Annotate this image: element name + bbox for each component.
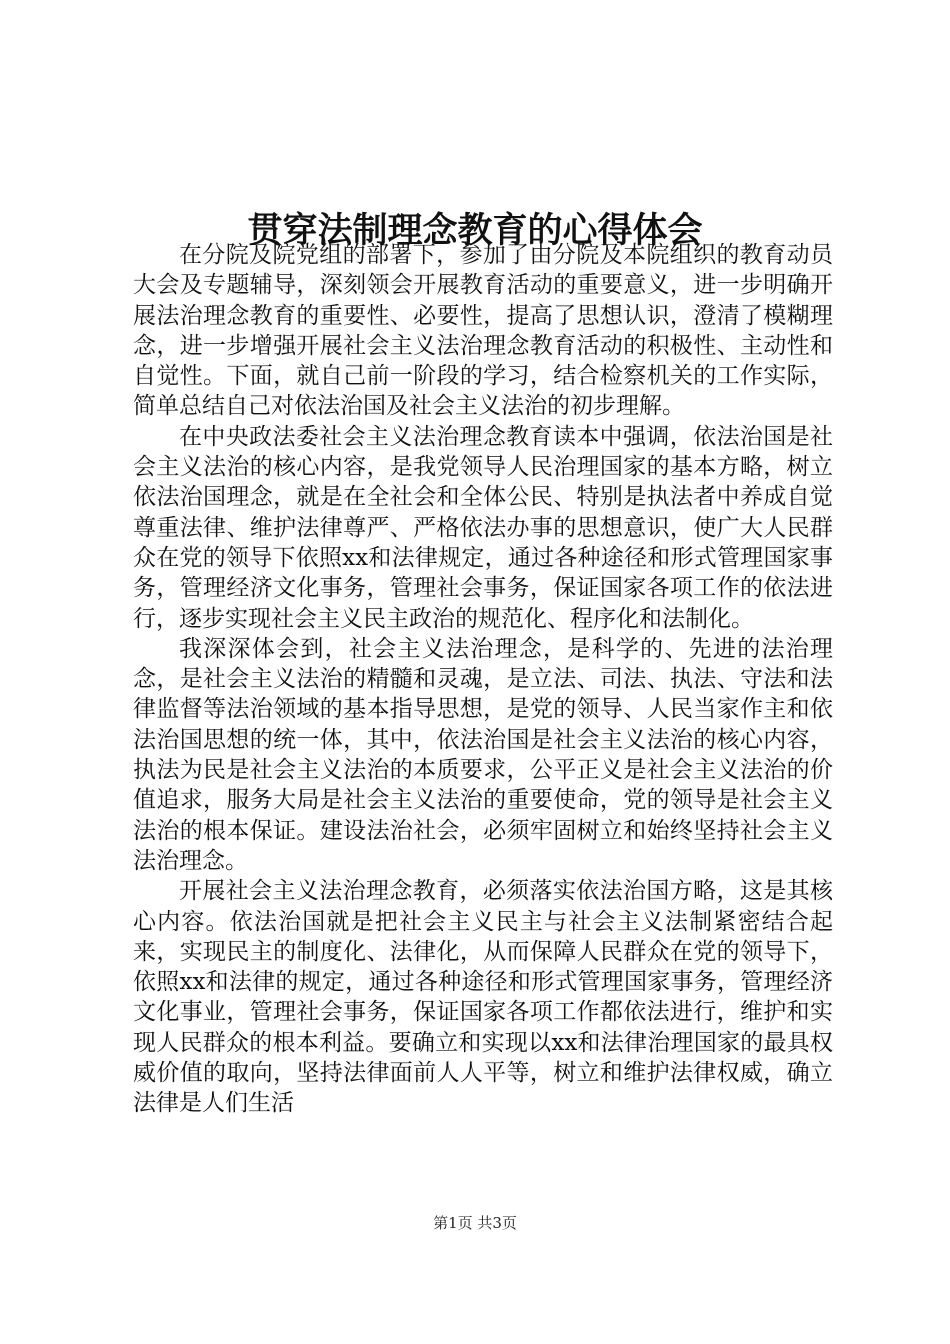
document-body [133,240,833,1119]
document-title: 贯穿法制理念教育的心得体会 [247,210,703,252]
page-number-footer: 第1页 共3页 [433,1214,517,1232]
paragraph: 开展社会主义法治理念教育，必须落实依法治国方略，这是其核心内容。依法治国就是把社会主义民主与社会主义法制紧密结合起来，实现民主的制度化、法律化，从而保障人民群众在党的领导下，依照xx和法律的规定，通过各种途径和形式管理国家事务，管理经济文化事业，管理社会事务，保证国家各项工作都依法进行，维护和实现人民群众的根本利益。要确立和实现以xx和法律治理国家的最具权威价值的取向，坚持法律面前人人平等，树立和维护法律权威，确立法律是人们生活 [133,878,833,1117]
paragraph: 在中央政法委社会主义法治理念教育读本中强调，依法治国是社会主义法治的核心内容，是我党领导人民治理国家的基本方略，树立依法治国理念，就是在全社会和全体公民、特别是执法者中养成自觉尊重法律、维护法律尊严、严格依法办事的思想意识，使广大人民群众在党的领导下依照xx和法律规定，通过各种途径和形式管理国家事务，管理经济文化事务，管理社会事务，保证国家各项工作的依法进行，逐步实现社会主义民主政治的规范化、程序化和法制化。 [133,423,833,632]
paragraph: 我深深体会到，社会主义法治理念，是科学的、先进的法治理念，是社会主义法治的精髓和灵魂，是立法、司法、执法、守法和法律监督等法治领域的基本指导思想，是党的领导、人民当家作主和依法治国思想的统一体，其中，依法治国是社会主义法治的核心内容，执法为民是社会主义法治的本质要求，公平正义是社会主义法治的价值追求，服务大局是社会主义法治的重要使命，党的领导是社会主义法治的根本保证。建设法治社会，必须牢固树立和始终坚持社会主义法治理念。 [133,635,833,874]
paragraph: 在分院及院党组的部署下，参加了由分院及本院组织的教育动员大会及专题辅导，深刻领会开展教育活动的重要意义，进一步明确开展法治理念教育的重要性、必要性，提高了思想认识，澄清了模糊理念，进一步增强开展社会主义法治理念教育活动的积极性、主动性和自觉性。下面，就自己前一阶段的学习，结合检察机关的工作实际，简单总结自己对依法治国及社会主义法治的初步理解。 [133,242,833,420]
